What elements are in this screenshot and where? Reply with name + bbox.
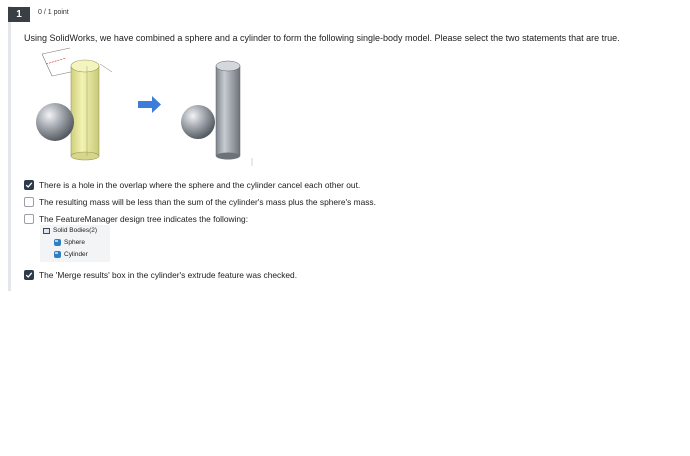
question-points: 0 / 1 point bbox=[38, 9, 69, 16]
feature-manager-tree bbox=[40, 225, 110, 262]
tree-root bbox=[43, 227, 97, 234]
answer-option-1[interactable] bbox=[24, 180, 360, 190]
merged-single-body-model bbox=[181, 61, 252, 166]
checkmark-icon bbox=[25, 271, 33, 279]
answer-option-3[interactable] bbox=[24, 214, 248, 224]
answer-option-2[interactable] bbox=[24, 197, 376, 207]
tree-item-cylinder bbox=[54, 251, 88, 258]
answer-option-label: There is a hole in the overlap where the sphere and the cylinder cancel each other out. bbox=[39, 180, 361, 190]
tree-root-label: Solid Bodies(2) bbox=[53, 227, 98, 234]
answer-option-label: The FeatureManager design tree indicates the following: bbox=[39, 214, 249, 224]
tree-item-label: Sphere bbox=[64, 239, 85, 246]
solid-bodies-folder-icon bbox=[43, 228, 50, 234]
checkbox-unchecked[interactable] bbox=[24, 197, 34, 207]
tree-item-sphere bbox=[54, 239, 85, 246]
sphere-and-cylinder-before-model bbox=[36, 48, 112, 160]
question-prompt: Using SolidWorks, we have combined a sphere and a cylinder to form the following single-body model. Please select the two statements that are true. bbox=[24, 33, 620, 43]
answer-option-4[interactable] bbox=[24, 270, 297, 280]
model-figure bbox=[30, 46, 270, 172]
question-number: 1 bbox=[8, 7, 30, 22]
checkmark-icon bbox=[25, 181, 33, 189]
answer-option-label: The resulting mass will be less than the sum of the cylinder's mass plus the sphere's mass. bbox=[39, 197, 376, 207]
right-arrow-icon bbox=[138, 96, 161, 113]
answer-option-label: The 'Merge results' box in the cylinder's extrude feature was checked. bbox=[39, 270, 298, 280]
solid-body-icon bbox=[54, 239, 61, 246]
question-card-accent bbox=[8, 6, 11, 291]
solid-body-icon bbox=[54, 251, 61, 258]
tree-item-label: Cylinder bbox=[64, 251, 88, 258]
checkbox-checked[interactable] bbox=[24, 180, 34, 190]
checkbox-unchecked[interactable] bbox=[24, 214, 34, 224]
checkbox-checked[interactable] bbox=[24, 270, 34, 280]
